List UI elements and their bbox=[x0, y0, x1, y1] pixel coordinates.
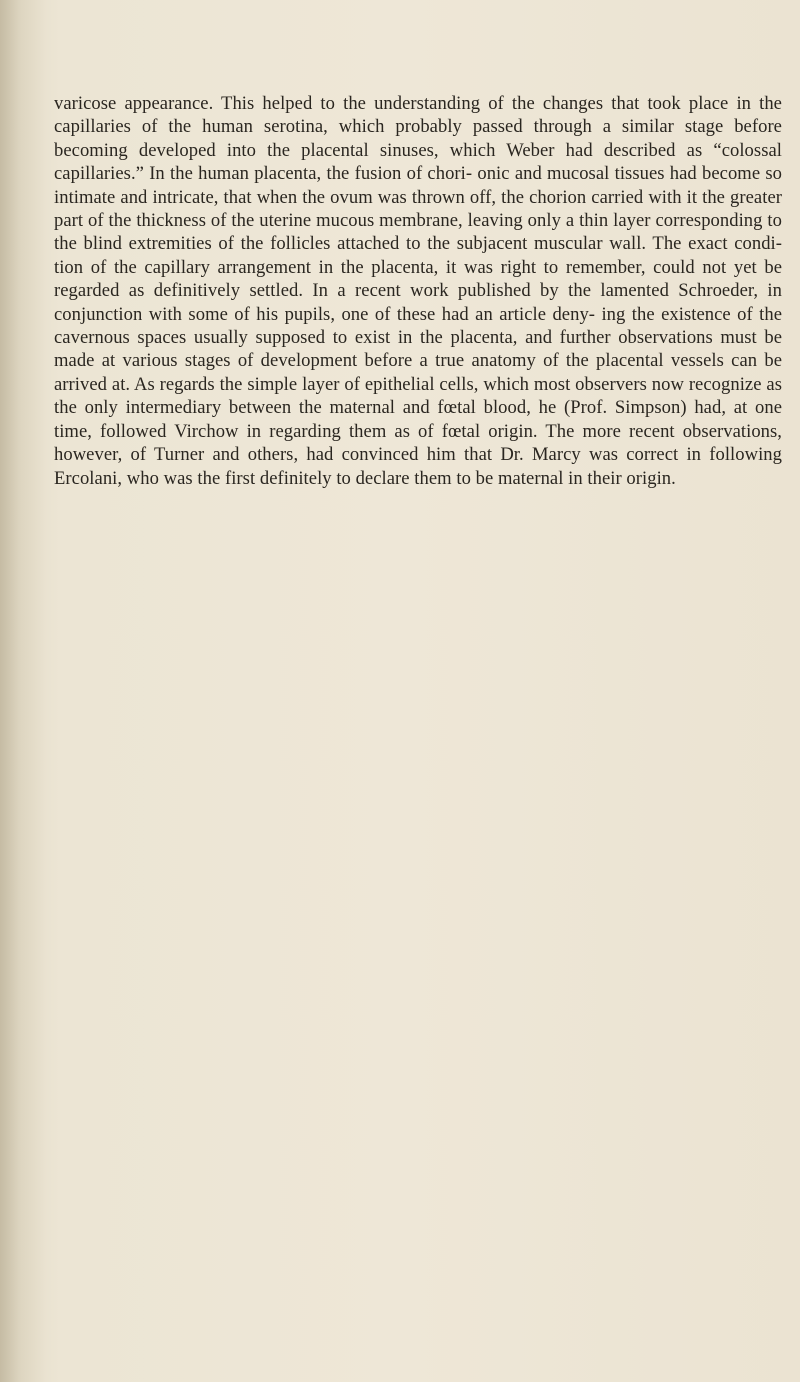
body-paragraph: varicose appearance. This helped to the understanding of the changes that took place in the capillaries of the human serotina, which probably passed through a similar stage before becoming developed into the placental sinuses, which Weber had described as “colossal capillaries.” In the human placenta, the fusion of chori- onic and mucosal tissues had become so intimate and intricate, that when the ovum was thrown off, the chorion carried with it the greater part of the thickness of the uterine mucous membrane, leaving only a thin layer corresponding to the blind extremities of the follicles attached to the subjacent muscular wall. The exact condi- tion of the capillary arrangement in the placenta, it was right to remember, could not yet be regarded as definitively settled. In a recent work published by the lamented Schroeder, in conjunction with some of his pupils, one of these had an article deny- ing the existence of the cavernous spaces usually supposed to exist in the placenta, and further observations must be made at various stages of development before a true anatomy of the placental vessels can be arrived at. As regards the simple layer of epithelial cells, which most observers now recognize as the only intermediary between the maternal and fœtal blood, he (Prof. Simpson) had, at one time, followed Virchow in regarding them as of fœtal origin. The more recent observations, however, of Turner and others, had convinced him that Dr. Marcy was correct in following Ercolani, who was the first definitely to declare them to be maternal in their origin. bbox=[54, 93, 782, 489]
body-text-block bbox=[54, 92, 782, 490]
binding-gutter-shadow bbox=[0, 0, 46, 1382]
